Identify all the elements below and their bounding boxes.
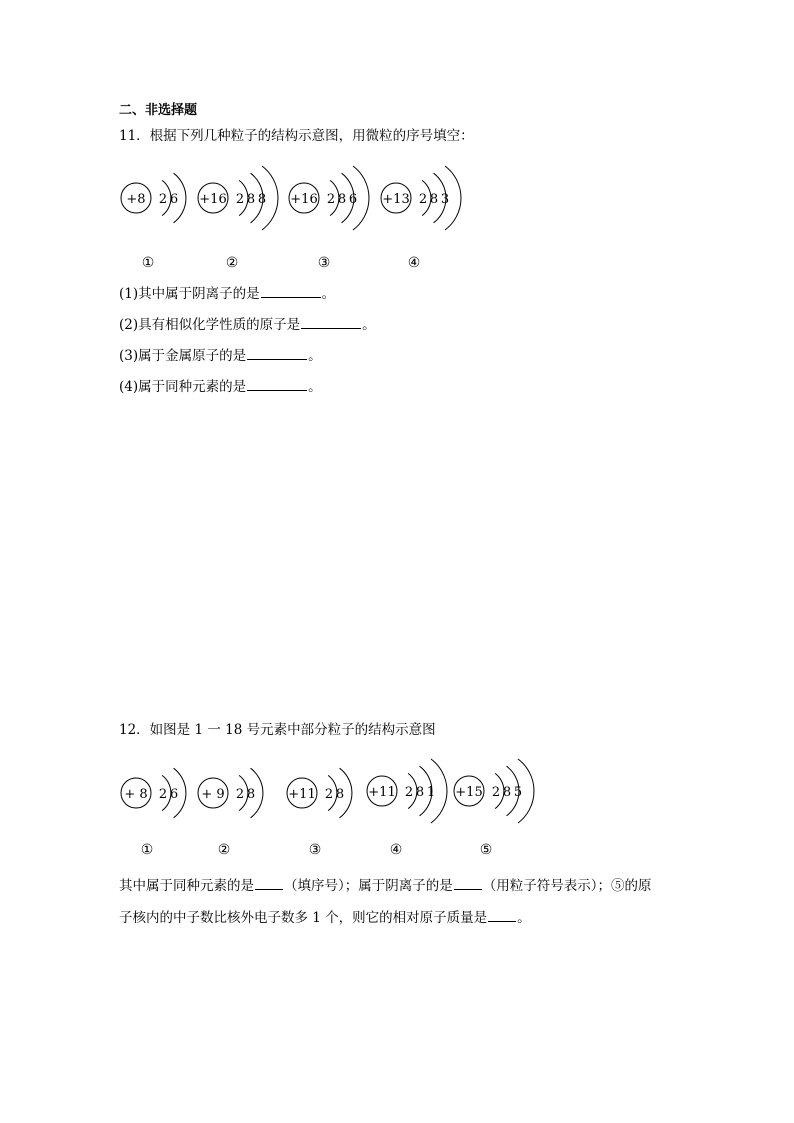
q12-line-1-c: （用粒子符号表示）；⑤的原 (482, 878, 652, 894)
q11-part-3-text: (3)属于金属原子的是 (119, 348, 247, 364)
q11-part-2-text: (2)具有相似化学性质的原子是 (119, 317, 301, 333)
q11-part-4-end: 。 (308, 379, 322, 395)
electron-count: 6 (169, 787, 179, 802)
q12-blank-3[interactable] (488, 909, 516, 922)
nucleus-charge: +11 (368, 785, 396, 800)
electron-count: 8 (337, 192, 347, 207)
electron-count: 5 (513, 785, 523, 800)
q11-part-1-blank[interactable] (261, 285, 321, 298)
q11-diagram-label-3: ③ (317, 255, 331, 271)
q12-line-2-a: 子核内的中子数比核外电子数多 1 个，则它的相对原子质量是 (119, 910, 488, 926)
electron-count: 8 (335, 787, 345, 802)
electron-count: 2 (418, 192, 428, 207)
electron-count: 2 (235, 192, 245, 207)
electron-count: 8 (257, 192, 267, 207)
q11-diagram-label-4: ④ (407, 255, 421, 271)
q12-line-1-a: 其中属于同种元素的是 (119, 878, 254, 894)
electron-count: 2 (324, 787, 334, 802)
q12-blank-2[interactable] (454, 877, 482, 890)
q11-stem: 11．根据下列几种粒子的结构示意图，用微粒的序号填空： (119, 128, 474, 144)
electron-count: 8 (415, 785, 425, 800)
nucleus-charge: +13 (382, 192, 410, 207)
q11-diagram-label-2: ② (225, 255, 239, 271)
q11-part-3-end: 。 (308, 348, 322, 364)
electron-count: 2 (158, 192, 168, 207)
electron-count: 6 (348, 192, 358, 207)
q12-line-1 (119, 874, 652, 894)
q11-part-2 (119, 313, 376, 333)
q11-part-3 (119, 344, 322, 364)
q11-diagram-label-1: ① (141, 255, 155, 271)
q12-line-2-b: 。 (517, 910, 531, 926)
nucleus-charge: +11 (288, 787, 316, 802)
electron-count: 2 (235, 787, 245, 802)
electron-count: 8 (429, 192, 439, 207)
q12-diagram-label-2: ② (217, 842, 231, 858)
q11-atom-svg-4 (380, 148, 540, 258)
q11-part-1 (119, 282, 335, 302)
electron-count: 2 (491, 785, 501, 800)
q12-line-2 (119, 906, 531, 926)
electron-count: 8 (502, 785, 512, 800)
electron-count: 3 (440, 192, 450, 207)
q11-part-1-text: (1)其中属于阴离子的是 (119, 286, 260, 302)
q11-part-4 (119, 375, 322, 395)
electron-count: 6 (169, 192, 179, 207)
nucleus-charge: +16 (290, 192, 318, 207)
q12-diagram-label-3: ③ (308, 842, 322, 858)
q12-atom-svg-5 (453, 741, 613, 851)
q12-blank-1[interactable] (255, 877, 283, 890)
q12-diagram-5 (453, 741, 613, 851)
electron-count: 8 (246, 192, 256, 207)
nucleus-charge: + 9 (201, 787, 225, 802)
q12-diagram-label-5: ⑤ (479, 842, 493, 858)
electron-count: 2 (158, 787, 168, 802)
section-title: 二、非选择题 (119, 103, 198, 118)
q11-part-4-text: (4)属于同种元素的是 (119, 379, 247, 395)
q11-part-2-blank[interactable] (301, 316, 361, 329)
q11-part-3-blank[interactable] (247, 347, 307, 360)
electron-count: 2 (404, 785, 414, 800)
electron-count: 8 (246, 787, 256, 802)
electron-count: 2 (326, 192, 336, 207)
q11-diagram-4 (380, 148, 540, 258)
q12-stem: 12．如图是 1 一 18 号元素中部分粒子的结构示意图 (119, 722, 436, 738)
nucleus-charge: +16 (199, 192, 227, 207)
nucleus-charge: +8 (126, 192, 146, 207)
q11-part-2-end: 。 (362, 317, 376, 333)
q12-line-1-b: （填序号）；属于阴离子的是 (284, 878, 453, 894)
q12-diagram-label-1: ① (140, 842, 154, 858)
nucleus-charge: +15 (455, 785, 483, 800)
q12-diagram-label-4: ④ (389, 842, 403, 858)
q11-part-1-end: 。 (321, 286, 336, 302)
electron-count: 1 (426, 785, 436, 800)
q11-part-4-blank[interactable] (247, 378, 307, 391)
nucleus-charge: + 8 (124, 787, 148, 802)
